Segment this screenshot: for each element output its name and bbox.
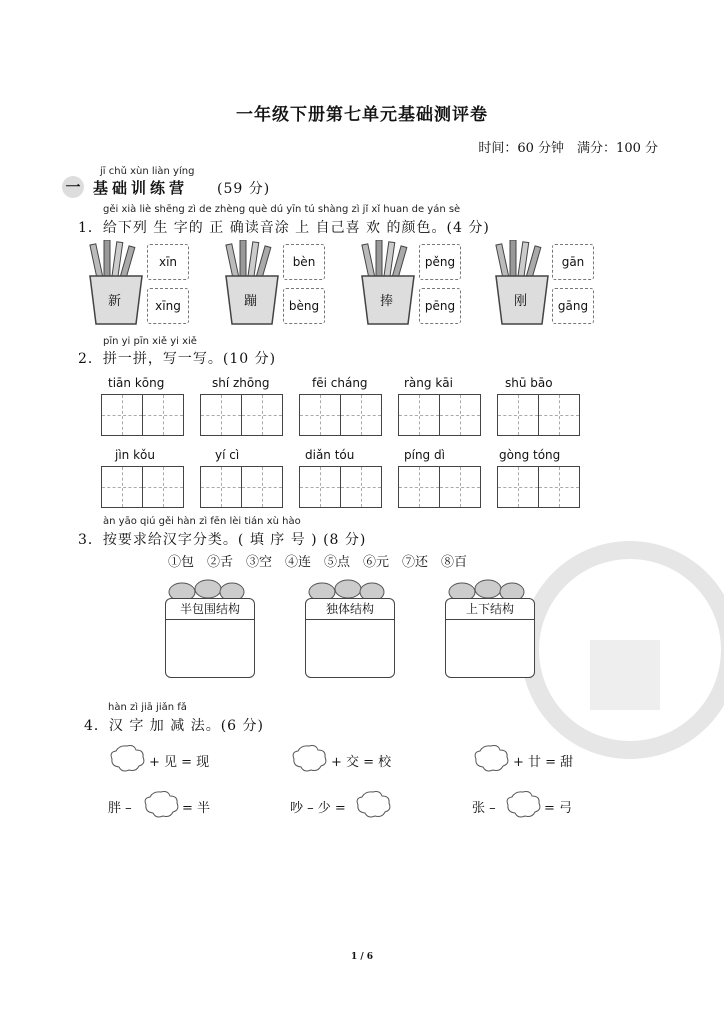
equation: + 见 = 现 <box>149 755 210 770</box>
pencil-cup-icon <box>224 240 280 326</box>
flower-blank-icon[interactable] <box>290 744 328 772</box>
q1-option[interactable]: pěng <box>419 244 461 280</box>
equation: + 廿 = 甜 <box>513 755 574 770</box>
q1-option[interactable]: pēng <box>419 288 461 324</box>
q2-pinyin-word: shí zhōng <box>212 376 270 390</box>
section-pinyin: jī chǔ xùn liàn yíng <box>100 166 195 177</box>
writing-grid[interactable] <box>101 466 184 508</box>
q1-option[interactable]: xīng <box>147 288 189 324</box>
q1-option[interactable]: gān <box>552 244 594 280</box>
q2-pinyin-word: yí cì <box>215 448 240 462</box>
flower-blank-icon[interactable] <box>472 744 510 772</box>
q4-text: 4．汉 字 加 减 法。(6 分) <box>84 718 264 734</box>
writing-grid[interactable] <box>398 394 481 436</box>
q2-pinyin-word: píng dì <box>404 448 445 462</box>
q1-char: 蹦 <box>244 294 258 309</box>
writing-grid[interactable] <box>200 394 283 436</box>
flower-blank-icon[interactable] <box>354 790 392 818</box>
writing-grid[interactable] <box>299 394 382 436</box>
q3-pinyin: àn yāo qiú gěi hàn zì fēn lèi tián xù hào <box>103 516 301 527</box>
category-box[interactable] <box>445 598 535 678</box>
q1-char: 新 <box>108 294 122 309</box>
q3-text: 3．按要求给汉字分类。( 填 序 号 ) (8 分) <box>78 532 367 548</box>
equation: + 交 = 校 <box>331 755 392 770</box>
q4-pinyin: hàn zì jiā jiǎn fǎ <box>108 702 187 713</box>
q1-option[interactable]: bèng <box>283 288 325 324</box>
pencil-cup-icon <box>360 240 416 326</box>
q1-char: 捧 <box>380 294 394 309</box>
section-score: (59 分) <box>217 181 271 197</box>
category-label: 独体结构 <box>306 599 394 620</box>
q2-pinyin-word: diǎn tóu <box>305 448 355 462</box>
exam-meta: 时间：60 分钟 满分：100 分 <box>478 141 658 156</box>
flower-blank-icon[interactable] <box>504 790 542 818</box>
writing-grid[interactable] <box>398 466 481 508</box>
pencil-cup-icon <box>88 240 144 326</box>
writing-grid[interactable] <box>101 394 184 436</box>
page-title: 一年级下册第七单元基础测评卷 <box>236 105 488 125</box>
q3-options: ①包 ②舌 ③空 ④连 ⑤点 ⑥元 ⑦还 ⑧百 <box>168 555 468 570</box>
q2-pinyin-word: shū bāo <box>505 376 553 390</box>
q2-pinyin-word: tiān kōng <box>108 376 165 390</box>
flower-blank-icon[interactable] <box>108 744 146 772</box>
equation-suffix: = 弓 <box>544 801 573 816</box>
page-number: 1 / 6 <box>350 952 374 962</box>
equation-prefix: 吵 – 少 = <box>290 801 346 816</box>
flower-blank-icon[interactable] <box>142 790 180 818</box>
q1-pinyin: gěi xià liè shēng zì de zhèng què dú yīn tú shàng zì jǐ xǐ huan de yán sè <box>103 204 461 215</box>
watermark-seal-icon <box>520 530 724 760</box>
section-title: 基础训练营 <box>93 179 189 197</box>
q1-text: 1．给下列 生 字的 正 确读音涂 上 自己喜 欢 的颜色。(4 分) <box>78 220 490 236</box>
pencil-cup-icon <box>494 240 550 326</box>
equation-prefix: 胖 – <box>108 801 132 816</box>
section-number: 一 <box>62 176 84 198</box>
writing-grid[interactable] <box>200 466 283 508</box>
q1-option[interactable]: gāng <box>552 288 594 324</box>
q2-text: 2．拼一拼，写一写。(10 分) <box>78 351 277 367</box>
category-label: 上下结构 <box>446 599 534 620</box>
writing-grid[interactable] <box>497 466 580 508</box>
q2-pinyin-word: jìn kǒu <box>115 448 155 462</box>
q1-option[interactable]: xīn <box>147 244 189 280</box>
q1-option[interactable]: bèn <box>283 244 325 280</box>
q2-pinyin-word: ràng kāi <box>404 376 453 390</box>
writing-grid[interactable] <box>299 466 382 508</box>
category-box[interactable] <box>305 598 395 678</box>
category-label: 半包围结构 <box>166 599 254 620</box>
equation-prefix: 张 – <box>472 801 496 816</box>
equation-suffix: = 半 <box>182 801 211 816</box>
q1-char: 刚 <box>514 294 528 309</box>
q2-pinyin: pīn yi pīn xiě yi xiě <box>103 336 197 347</box>
q2-pinyin-word: gòng tóng <box>499 448 561 462</box>
category-box[interactable] <box>165 598 255 678</box>
q2-pinyin-word: fēi cháng <box>312 376 368 390</box>
writing-grid[interactable] <box>497 394 580 436</box>
